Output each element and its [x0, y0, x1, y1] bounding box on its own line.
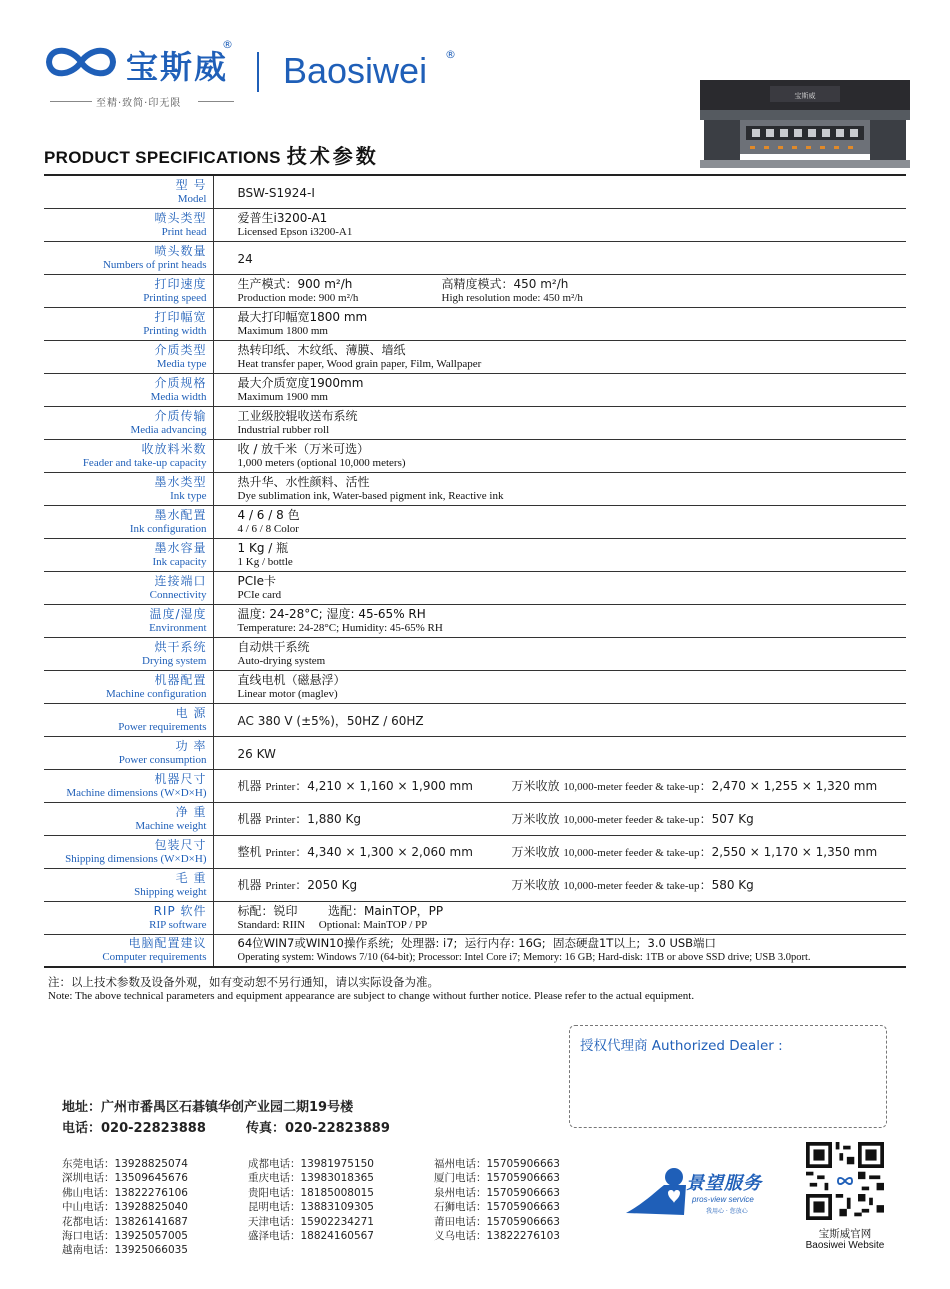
value-en: 1 Kg / bottle — [237, 555, 293, 568]
spec-value: ：4,340 × 1,300 × 2,060 mm — [295, 845, 473, 859]
label-en: Connectivity — [149, 588, 207, 601]
label-cn: 介质传输 — [154, 408, 207, 423]
spec-prefix: 万米收放 — [511, 812, 560, 826]
branch-phone: 福州电话：15705906663 — [434, 1158, 560, 1170]
row-label — [44, 835, 213, 868]
row-label — [44, 670, 213, 703]
table-row — [44, 571, 906, 604]
hero-mascot-icon — [624, 1163, 694, 1223]
label-cn: 功 率 — [175, 738, 207, 753]
label-cn: 连接端口 — [154, 573, 207, 588]
row-label — [44, 307, 213, 340]
row-value — [213, 472, 906, 505]
value: 24 — [237, 252, 253, 266]
branch-phone: 中山电话：13928825040 — [62, 1201, 188, 1214]
row-value — [213, 373, 906, 406]
label-en: Power consumption — [118, 753, 207, 766]
value-en: Maximum 1900 mm — [237, 390, 328, 403]
row-label — [44, 340, 213, 373]
row-label — [44, 901, 213, 934]
spec-kind: Printer — [265, 880, 296, 892]
row-value — [213, 868, 906, 901]
table-row — [44, 604, 906, 637]
row-label — [44, 868, 213, 901]
row-value — [213, 934, 906, 967]
value-cn: 生产模式：900 m²/h — [237, 276, 353, 291]
row-label — [44, 703, 213, 736]
fax: 传真：020-22823889 — [246, 1121, 390, 1136]
row-label — [44, 505, 213, 538]
printer-image — [700, 80, 910, 168]
row-value — [213, 406, 906, 439]
row-value — [213, 274, 906, 307]
table-row — [44, 934, 906, 967]
branch-phone: 盛泽电话：18824160567 — [248, 1230, 374, 1243]
row-label — [44, 637, 213, 670]
branch-phone: 深圳电话：13509645676 — [62, 1172, 188, 1185]
label-cn: 喷头类型 — [154, 210, 207, 225]
table-row — [44, 340, 906, 373]
branch-phone: 天津电话：15902234271 — [248, 1215, 374, 1228]
branch-phone: 厦门电话：15705906663 — [434, 1172, 560, 1185]
brand-name-en: Baosiwei — [283, 50, 428, 91]
value-cn: 最大打印幅宽1800 mm — [237, 309, 368, 324]
table-row — [44, 274, 906, 307]
label-en: Ink type — [170, 489, 207, 502]
service-subtitle: pros-view service — [692, 1195, 754, 1204]
label-en: Ink capacity — [152, 555, 207, 568]
table-row — [44, 175, 906, 208]
spec-kind: 10,000-meter feeder & take-up — [563, 847, 700, 859]
branch-list — [248, 1157, 374, 1243]
printer-badge: 宝斯威 — [794, 92, 816, 100]
row-value — [213, 835, 906, 868]
branch-phone: 花都电话：13826141687 — [62, 1215, 188, 1228]
branch-phone: 义乌电话：13822276103 — [434, 1230, 560, 1243]
branch-phone: 莆田电话：15705906663 — [434, 1215, 560, 1228]
label-cn: 机器尺寸 — [154, 771, 207, 786]
table-row — [44, 703, 906, 736]
qr-caption-cn: 宝斯威官网 — [818, 1228, 872, 1240]
spec-title-cn: 技术参数 — [286, 144, 379, 168]
label-cn: 电 源 — [175, 705, 207, 720]
label-cn: 净 重 — [175, 804, 207, 819]
value: 26 KW — [237, 747, 276, 761]
label-cn: 机器配置 — [154, 672, 207, 687]
label-en: Printing speed — [143, 291, 207, 304]
branch-phone: 贵阳电话：18185008015 — [248, 1186, 374, 1199]
label-cn: 介质类型 — [154, 342, 207, 357]
label-en: Machine configuration — [106, 687, 207, 700]
row-value — [213, 241, 906, 274]
row-value — [213, 769, 906, 802]
spec-value: ：4,210 × 1,160 × 1,900 mm — [295, 779, 473, 793]
printer-spec — [238, 843, 512, 860]
value-en: High resolution mode: 450 m²/h — [441, 291, 583, 304]
value-cn: 自动烘干系统 — [237, 639, 310, 654]
label-en: Computer requirements — [102, 951, 207, 964]
feeder-spec — [512, 777, 878, 794]
spec-value: ：2050 Kg — [295, 878, 358, 892]
label-cn: 型 号 — [175, 177, 207, 192]
row-label — [44, 406, 213, 439]
spec-value: ：507 Kg — [699, 812, 754, 826]
address: 地址：广州市番禺区石碁镇华创产业园二期19号楼 — [62, 1100, 354, 1115]
value-cn: PCIe卡 — [237, 573, 277, 588]
branch-list — [434, 1157, 560, 1243]
value-cn: 最大介质宽度1900mm — [237, 375, 364, 390]
row-label — [44, 934, 213, 967]
branch-phone: 重庆电话：13983018365 — [248, 1172, 374, 1185]
label-en: Machine weight — [135, 819, 207, 832]
table-row — [44, 802, 906, 835]
label-en: Model — [177, 192, 207, 205]
branch-phone: 佛山电话：13822276106 — [62, 1186, 188, 1199]
label-cn: 墨水类型 — [154, 474, 207, 489]
slogan-divider — [50, 101, 92, 102]
feeder-spec — [512, 810, 754, 827]
value-cn: 1 Kg / 瓶 — [237, 540, 289, 555]
value-en: Licensed Epson i3200-A1 — [237, 225, 353, 238]
table-row — [44, 835, 906, 868]
spec-prefix: 机器 — [237, 812, 262, 826]
row-label — [44, 472, 213, 505]
value-cn: 工业级胶辊收送布系统 — [237, 408, 358, 423]
row-label — [44, 604, 213, 637]
spec-prefix: 万米收放 — [511, 779, 560, 793]
company-logo — [44, 38, 254, 118]
branch-phone: 东莞电话：13928825074 — [62, 1158, 188, 1170]
label-cn: 打印速度 — [154, 276, 207, 291]
row-label — [44, 439, 213, 472]
qr-code-icon[interactable] — [806, 1142, 884, 1220]
value-en: PCIe card — [237, 588, 282, 601]
table-row — [44, 472, 906, 505]
note-en: Note: The above technical parameters and equipment appearance are subject to change without further notice. Please refer to the actual equipment. — [48, 990, 695, 1002]
table-row — [44, 406, 906, 439]
row-label — [44, 274, 213, 307]
dealer-box — [569, 1025, 887, 1128]
dealer-label: 授权代理商 Authorized Dealer : — [580, 1038, 783, 1054]
value-cn: 4 / 6 / 8 色 — [237, 507, 300, 522]
printer-spec — [238, 777, 512, 794]
spec-title — [44, 140, 379, 169]
spec-prefix: 机器 — [237, 779, 262, 793]
feeder-spec — [512, 876, 754, 893]
label-cn: 墨水配置 — [154, 507, 207, 522]
row-value — [213, 571, 906, 604]
table-row — [44, 439, 906, 472]
row-value — [213, 670, 906, 703]
label-en: Media advancing — [130, 423, 207, 436]
label-en: Numbers of print heads — [102, 258, 207, 271]
table-row — [44, 901, 906, 934]
registered-mark: ® — [445, 48, 456, 61]
branch-phone: 越南电话：13925066035 — [62, 1244, 188, 1257]
value-cn: 爱普生i3200-A1 — [237, 210, 328, 225]
row-label — [44, 769, 213, 802]
row-label — [44, 571, 213, 604]
row-label — [44, 736, 213, 769]
spec-value: ：580 Kg — [699, 878, 754, 892]
row-value — [213, 637, 906, 670]
note-cn: 注：以上技术参数及设备外观，如有变动恕不另行通知，请以实际设备为准。 — [48, 975, 439, 989]
value: AC 380 V (±5%)，50HZ / 60HZ — [237, 714, 424, 728]
branch-phone: 成都电话：13981975150 — [248, 1158, 374, 1170]
value-cn: 热升华、水性颜料、活性 — [237, 474, 370, 489]
label-cn: 温度/湿度 — [149, 606, 207, 621]
spec-prefix: 机器 — [237, 878, 262, 892]
value-en: Maximum 1800 mm — [237, 324, 328, 337]
value-en: Auto-drying system — [237, 654, 326, 667]
telephone: 电话：020-22823888 — [62, 1121, 206, 1136]
value-en: 1,000 meters (optional 10,000 meters) — [237, 456, 406, 469]
label-cn: 打印幅宽 — [154, 309, 207, 324]
table-row — [44, 307, 906, 340]
table-row — [44, 670, 906, 703]
label-cn: 墨水容量 — [154, 540, 207, 555]
printer-spec — [238, 810, 512, 827]
label-en: Printing width — [143, 324, 207, 337]
label-cn: 介质规格 — [154, 375, 207, 390]
label-cn: 喷头数量 — [154, 243, 207, 258]
value-en: Industrial rubber roll — [237, 423, 330, 436]
feeder-spec — [512, 843, 878, 860]
row-label — [44, 175, 213, 208]
row-label — [44, 802, 213, 835]
value-cn: 温度: 24-28°C; 湿度: 45-65% RH — [237, 606, 426, 621]
label-en: Environment — [149, 621, 207, 634]
branch-phone: 昆明电话：13883109305 — [248, 1201, 374, 1214]
label-en: Machine dimensions (W×D×H) — [66, 786, 207, 799]
row-value — [213, 340, 906, 373]
row-value — [213, 802, 906, 835]
spec-table — [44, 174, 906, 968]
spec-prefix: 万米收放 — [511, 845, 560, 859]
infinity-logo-icon — [44, 44, 118, 80]
value-cn: 标配：锐印 选配：MainTOP，PP — [237, 903, 444, 918]
table-row — [44, 208, 906, 241]
row-value — [213, 538, 906, 571]
label-en: Feader and take-up capacity — [82, 456, 207, 469]
spec-kind: 10,000-meter feeder & take-up — [563, 880, 700, 892]
spec-kind: Printer — [265, 781, 296, 793]
value-en: Heat transfer paper, Wood grain paper, Film, Wallpaper — [237, 357, 482, 370]
spec-kind: Printer — [265, 847, 296, 859]
label-en: Ink configuration — [129, 522, 207, 535]
table-row — [44, 241, 906, 274]
value-en: Dye sublimation ink, Water-based pigment ink, Reactive ink — [237, 489, 504, 502]
spec-prefix: 万米收放 — [511, 878, 560, 892]
table-row — [44, 637, 906, 670]
label-en: Shipping weight — [134, 885, 207, 898]
spec-kind: Printer — [265, 814, 296, 826]
value-en: Operating system: Windows 7/10 (64-bit); Processor: Intel Core i7; Memory: 16 GB; Hard-disk: 1TB or above SSD drive; USB 3.0port. — [237, 952, 811, 964]
value-en: Temperature: 24-28°C; Humidity: 45-65% RH — [237, 621, 443, 634]
slogan: 至精·致简·印无限 — [96, 98, 182, 109]
slogan-divider — [198, 101, 234, 102]
label-en: Shipping dimensions (W×D×H) — [65, 852, 207, 865]
value-en: Production mode: 900 m²/h — [237, 291, 359, 304]
brand-divider — [257, 52, 259, 92]
row-value — [213, 505, 906, 538]
spec-value: ：1,880 Kg — [295, 812, 361, 826]
label-cn: 包装尺寸 — [154, 837, 207, 852]
spec-kind: 10,000-meter feeder & take-up — [563, 781, 700, 793]
table-row — [44, 769, 906, 802]
value-en: 4 / 6 / 8 Color — [237, 522, 299, 535]
branch-list — [62, 1157, 188, 1258]
label-en: Power requirements — [118, 720, 207, 733]
row-label — [44, 538, 213, 571]
value-cn: 高精度模式：450 m²/h — [441, 276, 569, 291]
value-cn: 直线电机（磁悬浮） — [237, 672, 346, 687]
table-row — [44, 538, 906, 571]
row-label — [44, 373, 213, 406]
row-value — [213, 307, 906, 340]
label-en: RIP software — [149, 918, 207, 931]
logo-text-cn: 宝斯威 — [126, 48, 229, 86]
row-label — [44, 208, 213, 241]
qr-caption-en: Baosiwei Website — [805, 1240, 885, 1251]
value-en: Standard: RIIN Optional: MainTOP / PP — [237, 918, 428, 931]
service-tagline: 我用心 · 您放心 — [706, 1208, 748, 1215]
table-row — [44, 505, 906, 538]
spec-title-en: PRODUCT SPECIFICATIONS — [44, 148, 281, 167]
row-value — [213, 604, 906, 637]
spec-kind: 10,000-meter feeder & take-up — [563, 814, 700, 826]
table-row — [44, 373, 906, 406]
label-cn: RIP 软件 — [153, 903, 207, 918]
label-en: Media type — [156, 357, 207, 370]
service-title: 景望服务 — [686, 1173, 762, 1194]
label-cn: 收放料米数 — [141, 441, 207, 456]
row-value — [213, 439, 906, 472]
row-value — [213, 208, 906, 241]
branch-phone: 泉州电话：15705906663 — [434, 1186, 560, 1199]
printer-spec — [238, 876, 512, 893]
label-en: Drying system — [142, 654, 207, 667]
label-cn: 烘干系统 — [154, 639, 207, 654]
row-value — [213, 736, 906, 769]
table-row — [44, 736, 906, 769]
value-cn: 收 / 放千米（万米可选） — [237, 441, 370, 456]
spec-prefix: 整机 — [237, 845, 262, 859]
label-en: Print head — [161, 225, 207, 238]
label-cn: 毛 重 — [175, 870, 207, 885]
row-label — [44, 241, 213, 274]
label-cn: 电脑配置建议 — [128, 936, 207, 951]
spec-value: ：2,470 × 1,255 × 1,320 mm — [699, 779, 878, 793]
table-row — [44, 868, 906, 901]
service-logo — [624, 1163, 794, 1223]
row-value — [213, 901, 906, 934]
branch-phone: 海口电话：13925057005 — [62, 1230, 188, 1243]
spec-value: ：2,550 × 1,170 × 1,350 mm — [699, 845, 878, 859]
value-cn: 64位WIN7或WIN10操作系统; 处理器: i7; 运行内存: 16G; 固态硬盘1T以上; 3.0 USB端口 — [237, 936, 717, 951]
row-value — [213, 703, 906, 736]
value-cn: 热转印纸、木纹纸、薄膜、墙纸 — [237, 342, 406, 357]
value-en: Linear motor (maglev) — [237, 687, 338, 700]
registered-mark: ® — [222, 38, 233, 51]
branch-phone: 石狮电话：15705906663 — [434, 1201, 560, 1214]
label-en: Media width — [150, 390, 207, 403]
row-value — [213, 175, 906, 208]
value: BSW-S1924-I — [237, 186, 315, 201]
